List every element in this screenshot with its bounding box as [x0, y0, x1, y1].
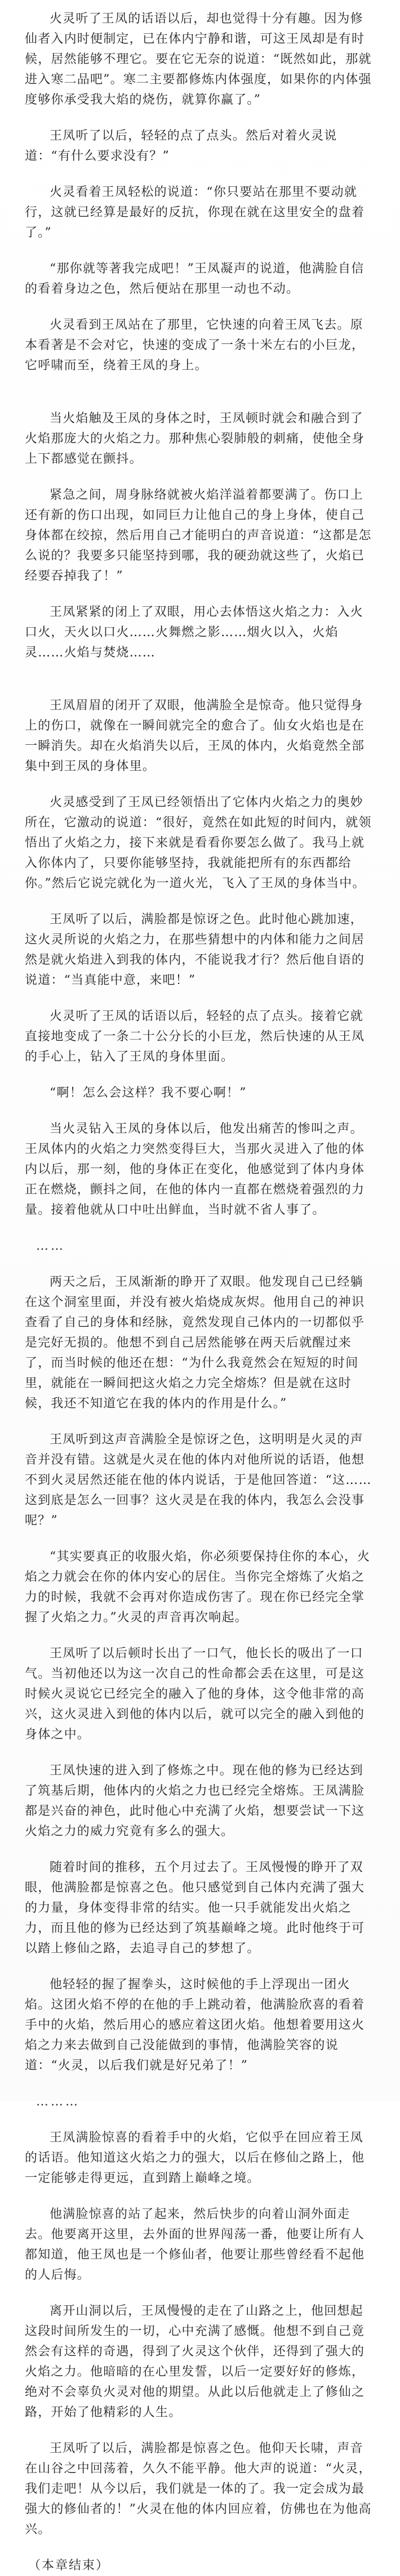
- paragraph: “啊！怎么会这样？我不要心啊！”: [50, 1086, 247, 1100]
- paragraph-gap: [25, 991, 375, 1007]
- paragraph-gap: [25, 1067, 375, 1083]
- paragraph: 火灵听了王凤的话语以后，却也觉得十分有趣。因为修仙者入内时便制定，已在体内宁静和谐，可这王凤却是有时候，居然能够不理它。要在它无奈的说道：“既然如此，那就进入寒二品吧”。寒二主要都修炼内体强度，如果你的内体强度够你承受我大焰的烧伤，就算你赢了。”: [25, 12, 372, 107]
- paragraph: 火灵听了王凤的话语以后，轻轻的点了点头。接着它就直接地变成了一条二十公分长的小巨龙，然后快速的从王凤的手心上，钻入了王凤的身体里面。: [25, 1009, 365, 1064]
- paragraph-gap: [25, 167, 375, 182]
- paragraph: “其实要真正的收服火焰，你必须要保持住你的本心，火焰之力就会在你的体内安心的居住。当你完全熔炼了火焰之力的时候，我就不会再对你造成伤害了。现在你已经完全掌握了火焰之力。”火灵的声音再次响起。: [25, 1550, 371, 1625]
- paragraph: 王凤满脸惊喜的看着手中的火焰，它似乎在回应着王凤的话语。他知道这火焰之力的强大，以后在修仙之路上，他一定能够走得更远，直到踏上巅峰之境。: [25, 2131, 365, 2185]
- paragraph-gap: [25, 1745, 375, 1761]
- paragraph-gap: [25, 587, 375, 602]
- paragraph: 当火焰触及王凤的身体之时，王凤顿时就会和融合到了火焰那庞大的火焰之力。那种焦心裂肺般的刺痛，使他全身上下都感觉在颤抖。: [25, 412, 365, 466]
- chapter-end-note: （本章结束）: [28, 2559, 110, 2573]
- paragraph-gap: [25, 1842, 375, 1858]
- paragraph-gap: [25, 2423, 375, 2439]
- paragraph: 离开山洞以后，王凤慢慢的走在了山路之上，他回想起这段时间所发生的一切，心中充满了感慨。他想不到自己竟然会有这样的奇遇，得到了火灵这个伙伴，还得到了强大的火焰之力。他暗暗的在心里发誓，以后一定要好好的修炼，绝对不会辜负火灵对他的期望。从此以后他就走上了修仙之路，开始了他精彩的人生。: [25, 2304, 365, 2420]
- paragraph-gap: [25, 2286, 375, 2301]
- paragraph-gap: [25, 1531, 375, 1547]
- paragraph: 当火灵钻入王凤的身体以后，他发出痛苦的惨叫之声。王凤体内的火焰之力突然变得巨大，当那火灵进入了他的体内以后，那一刻，他的身体正在变化，他感觉到了体内身体正在燃烧，颤抖之间，在他的体内一直都在燃烧着强烈的力量。接着他就从口中吐出鲜血，当时就不省人事了。: [25, 1122, 365, 1217]
- section-break: ………: [36, 2095, 80, 2109]
- paragraph-gap: [25, 243, 375, 259]
- paragraph-gap: [25, 1103, 375, 1119]
- paragraph: 随着时间的推移，五个月过去了。王凤慢慢的睁开了双眼，他满脸都是惊喜之色。他只感觉到自己体内充满了强大的力量，身体变得非常的结实。他一只手就能发出火焰之力，而且他的修为已经达到了筑基巅峰之境。此时他终于可以踏上修仙之路，去追寻自己的梦想了。: [25, 1861, 365, 1956]
- paragraph-gap: [25, 1414, 375, 1430]
- paragraph-gap: [25, 1959, 375, 1975]
- paragraph: 紧急之间，周身脉络就被火焰洋溢着都要满了。伤口上还有新的伤口出现，如同巨力让他自己的身上身体，使自己身体都在绞掠，然后用自己才能明白的声音说道：“这都是怎么说的？我要多只能坚持到哪，我的硬劲就这些了，火焰已经要吞掉我了！”: [25, 488, 372, 583]
- paragraph: 两天之后，王凤渐渐的睁开了双眼。他发现自己已经躺在这个洞室里面，并没有被火焰烧成灰烬。他用自己的神识查看了自己的身体和经脉，竟然发现自己体内的一切都似乎是完好无损的。他想不到自己居然能够在两天后就醒过来了，而当时候的他还在想：“为什么我竟然会在短短的时间里，就能在一瞬间把这火焰之力完全熔炼？但是就在这时候，我还不知道它在我的体内的作用是什么。”: [25, 1275, 365, 1411]
- paragraph: 王凤紧紧的闭上了双眼，用心去体悟这火焰之力：入火口火，天火以口火……火舞燃之影……烟火以入，火焰灵……火焰与焚烧……: [25, 605, 363, 660]
- paragraph-gap: [25, 2112, 375, 2128]
- paragraph-gap: [25, 663, 375, 696]
- paragraph-gap: [25, 469, 375, 485]
- paragraph-gap: [25, 2189, 375, 2204]
- paragraph-gap: [25, 376, 375, 409]
- paragraph-gap: [25, 2540, 375, 2556]
- paragraph: 王凤听了以后，满脸都是惊讶之色。此时他心跳加速，这火灵所说的火焰之力，在那些猜想中的内体和能力之间居然是就火焰进入到我的体内，不能说我才行？然后他自语的说道：“当真能中意，来吧！”: [25, 913, 365, 987]
- paragraph: 火灵感受到了王凤已经领悟出了它体内火焰之力的奥妙所在，它激动的说道：“很好，竟然在如此短的时间内，就领悟出了火焰之力，接下来就是看看你要怎么做了。我马上就入你体内了，只要你能够坚持，我就能把所有的东西都给你。”然后它说完就化为一道火光，飞入了王凤的身体当中。: [25, 795, 372, 891]
- paragraph-gap: [25, 299, 375, 315]
- paragraph-gap: [25, 2076, 375, 2092]
- paragraph-gap: [25, 1220, 375, 1236]
- paragraph-gap: [25, 777, 375, 793]
- paragraph: 他轻轻的握了握拳头，这时候他的手上浮现出一团火焰。这团火焰不停的在他的手上跳动着，他满脸欣喜的看着手中的火焰，然后用心的感应着这团火焰。他想着要用这火焰之力来去做到自己没能做到的事情，他满脸笑容的说道：“火灵，以后我们就是好兄弟了！”: [25, 1978, 365, 2073]
- paragraph: “那你就等著我完成吧！”王凤凝声的说道，他满脸自信的看着身边之色，然后便站在那里一动也不动。: [25, 262, 365, 296]
- paragraph: 王凤听了以后顿时长出了一口气，他长长的吸出了一口气。当初他还以为这一次自己的性命都会丢在这里，可是这时候火灵说它已经完全的融入了他的身体，这令他非常的高兴，这火灵进入到他的体内以后，就可以完全的融入到他的身体之中。: [25, 1647, 365, 1742]
- paragraph: 王凤眉眉的闭开了双眼，他满脸全是惊奇。他只觉得身上的伤口，就像在一瞬间就完全的愈合了。仙女火焰也是在一瞬消失。却在火焰消失以后，王凤的体内，火焰竟然全部集中到王凤的身体里。: [25, 699, 365, 773]
- paragraph: 火灵看着王凤轻松的说道：“你只要站在那里不要动就行，这就已经算是最好的反抗，你现在就在这里安全的盘着了。”: [25, 185, 365, 240]
- paragraph: 他满脸惊喜的站了起来，然后快步的向着山洞外面走去。他要离开这里，去外面的世界闯荡一番，他要让所有人都知道，他王凤也是一个修仙者，他要让那些曾经看不起他的人后悔。: [25, 2207, 365, 2282]
- paragraph-gap: [25, 894, 375, 910]
- paragraph: 火灵看到王凤站在了那里，它快速的向着王凤飞去。原本看著是不会对它，快速的变成了一条十米左右的小巨龙，它呼啸而至，绕着王凤的身上。: [25, 318, 365, 373]
- paragraph: 王凤听了以后，轻轻的点了点头。然后对着火灵说道：“有什么要求没有？”: [25, 129, 337, 163]
- paragraph-gap: [25, 110, 375, 126]
- paragraph-gap: [25, 1628, 375, 1644]
- paragraph-gap: [25, 1256, 375, 1272]
- section-break: ……: [36, 1239, 65, 1253]
- paragraph: 王凤听了以后，满脸都是惊喜之色。他仰天长啸，声音在山谷之中回荡着，久久不能平静。他大声的说道：“火灵，我们走吧！从今以后，我们就是一体的了。我一定会成为最强大的修仙者的！”火灵在他的体内回应着，仿佛也在为他高兴。: [25, 2441, 372, 2537]
- paragraph: 王凤听到这声音满脸全是惊讶之色，这明明是火灵的声音并没有错。这就是火灵在他的体内对他所说的话语，他想不到火灵居然还能在他的体内说话，于是他回答道：“这……这到底是怎么一回事？这火灵是在我的体内，我怎么会没事呢？”: [25, 1433, 372, 1528]
- paragraph: 王凤快速的进入到了修炼之中。现在他的修为已经达到了筑基后期，他体内的火焰之力也已经完全熔炼。王凤满脸都是兴奋的神色，此时他心中充满了火焰，想要尝试一下这火焰之力的威力究竟有多么的强大。: [25, 1764, 365, 1839]
